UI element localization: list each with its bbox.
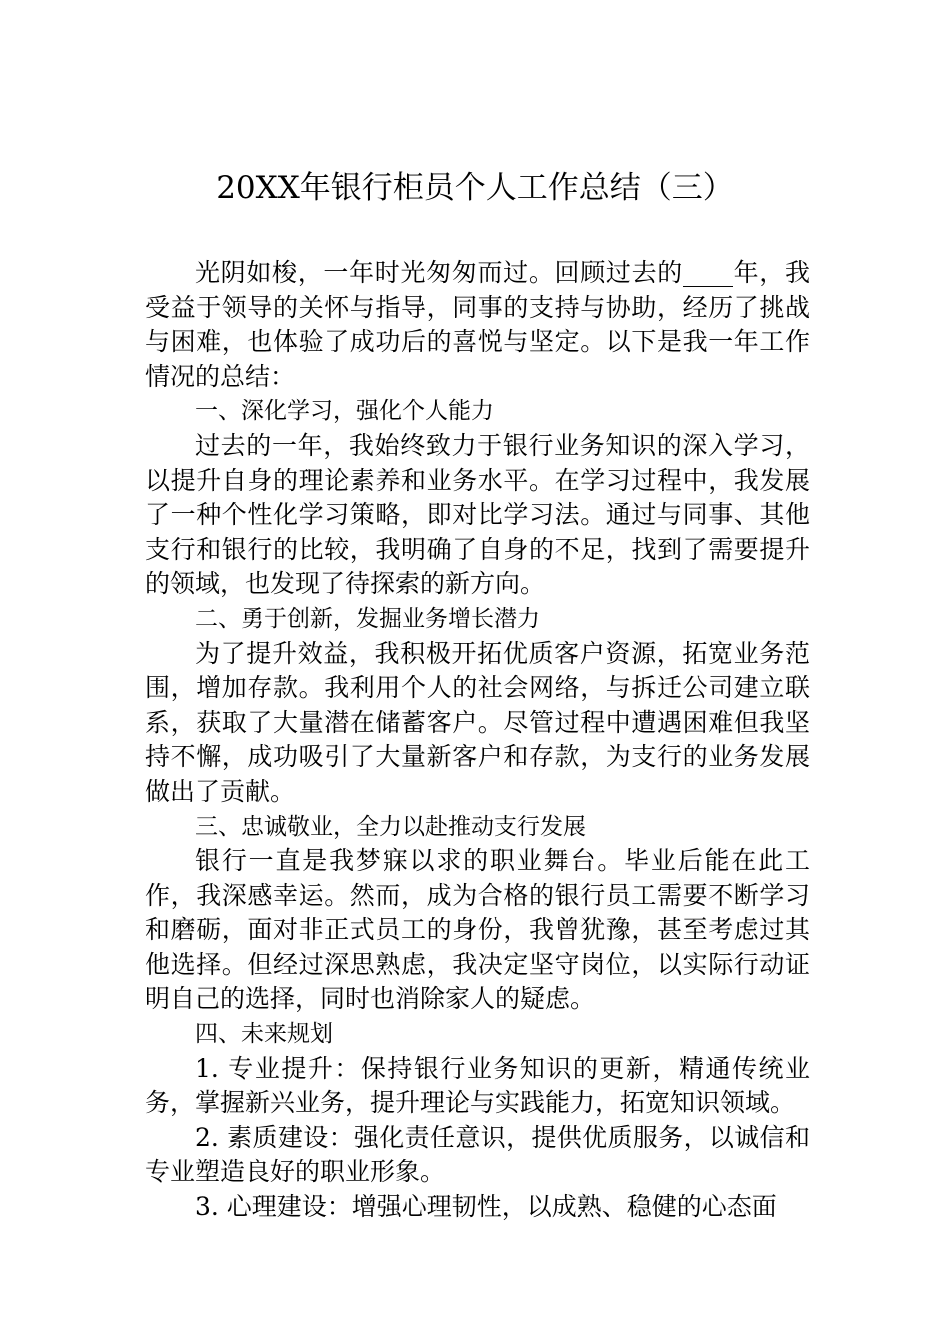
section-heading-4: 四、未来规划 [195, 1021, 333, 1048]
plan-item-3: 3. 心理建设：增强心理韧性，以成熟、稳健的心态面 [195, 1192, 777, 1222]
section-heading-2: 二、勇于创新，发掘业务增长潜力 [195, 605, 540, 632]
document-body [145, 256, 810, 1225]
section-heading-1: 一、深化学习，强化个人能力 [195, 398, 494, 425]
section-2-paragraph: 为了提升效益，我积极开拓优质客户资源，拓宽业务范围，增加存款。我利用个人的社会网络，与拆迁公司建立联系，获取了大量潜在储蓄客户。尽管过程中遭遇困难但我坚持不懈，成功吸引了大量新客户和存款，为支行的业务发展做出了贡献。 [145, 638, 810, 806]
intro-paragraph: 光阴如梭，一年时光匆匆而过。回顾过去的____年，我受益于领导的关怀与指导，同事的支持与协助，经历了挑战与困难，也体验了成功后的喜悦与坚定。以下是我一年工作情况的总结： [145, 258, 810, 391]
section-3-paragraph: 银行一直是我梦寐以求的职业舞台。毕业后能在此工作，我深感幸运。然而，成为合格的银行员工需要不断学习和磨砺，面对非正式员工的身份，我曾犹豫，甚至考虑过其他选择。但经过深思熟虑，我决定坚守岗位，以实际行动证明自己的选择，同时也消除家人的疑虑。 [145, 846, 810, 1014]
plan-item-1: 1. 专业提升：保持银行业务知识的更新，精通传统业务，掌握新兴业务，提升理论与实践能力，拓宽知识领域。 [145, 1053, 810, 1118]
section-1-paragraph: 过去的一年，我始终致力于银行业务知识的深入学习，以提升自身的理论素养和业务水平。在学习过程中，我发展了一种个性化学习策略，即对比学习法。通过与同事、其他支行和银行的比较，我明确了自身的不足，找到了需要提升的领域，也发现了待探索的新方向。 [145, 430, 810, 599]
section-heading-3: 三、忠诚敬业，全力以赴推动支行发展 [195, 813, 586, 840]
plan-item-2: 2. 素质建设：强化责任意识，提供优质服务，以诚信和专业塑造良好的职业形象。 [145, 1122, 810, 1187]
document-title: 20XX年银行柜员个人工作总结（三） [216, 170, 734, 206]
